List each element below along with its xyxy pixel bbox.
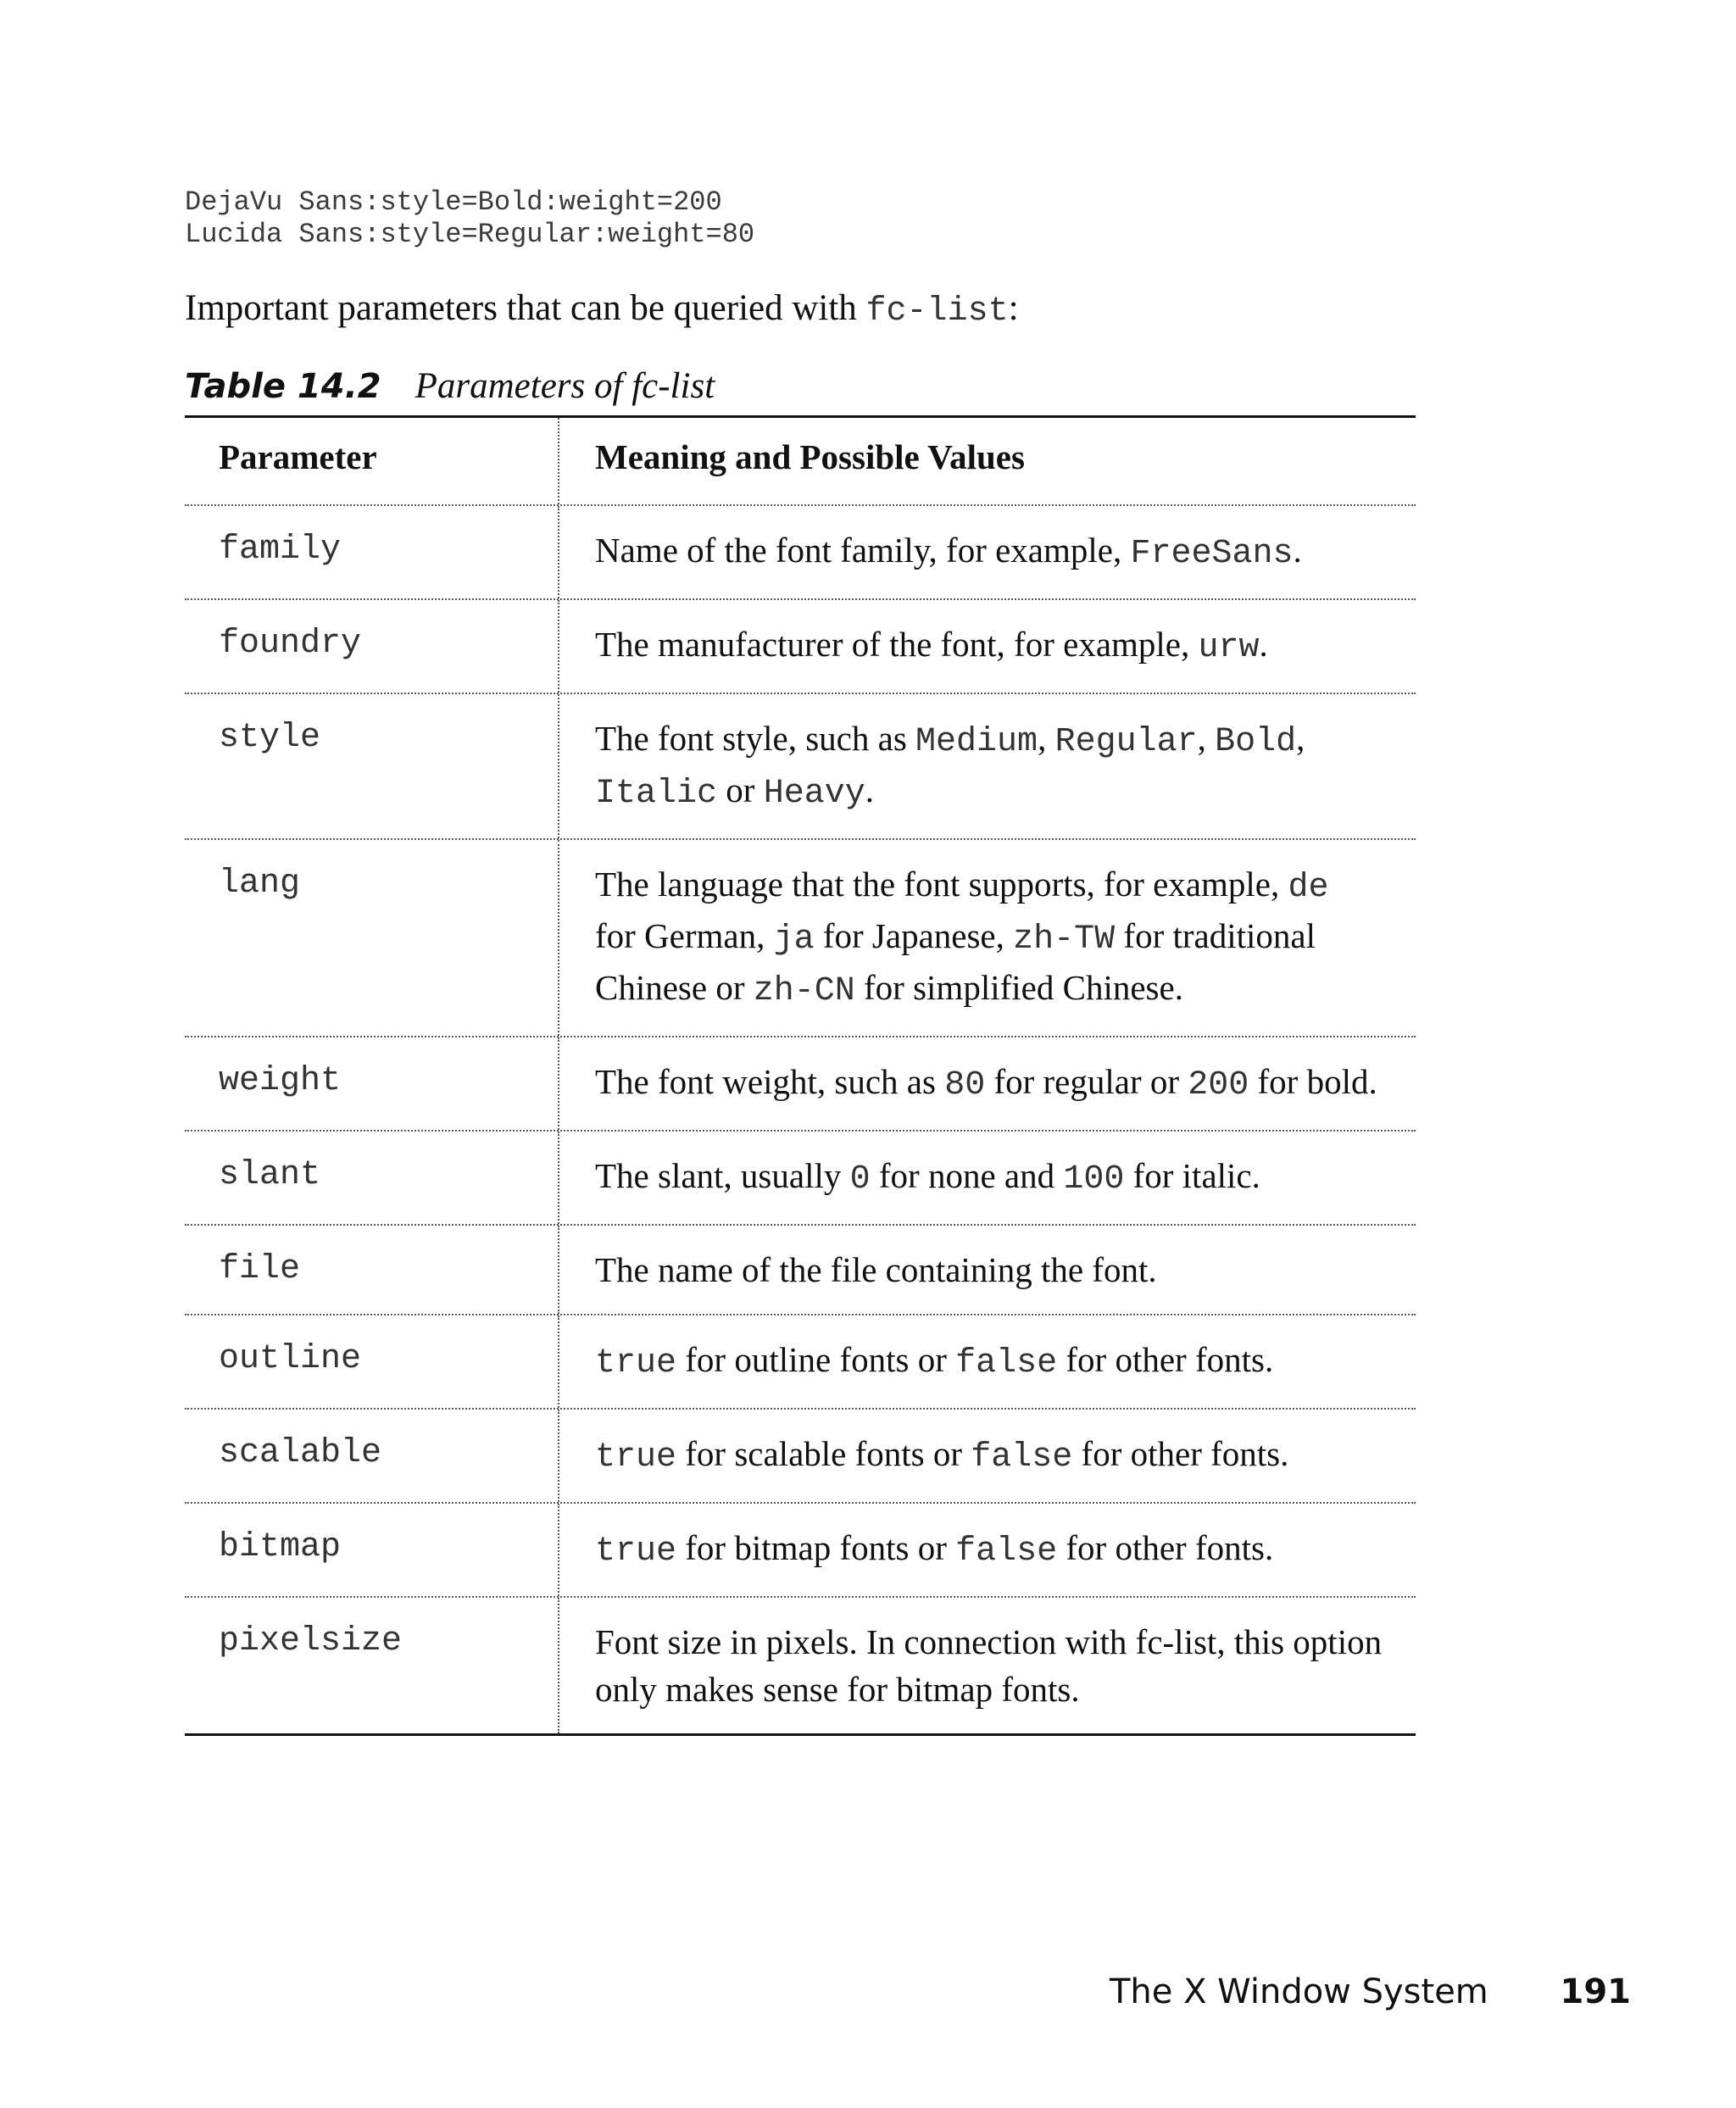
table-row bbox=[185, 506, 1416, 600]
inline-code: Bold bbox=[1215, 723, 1297, 761]
table-body bbox=[185, 506, 1416, 1733]
header-parameter: Parameter bbox=[185, 418, 559, 504]
inline-code: de bbox=[1288, 869, 1329, 907]
inline-code: Heavy bbox=[763, 775, 865, 813]
param-name: slant bbox=[185, 1132, 559, 1224]
meaning-text: for none and bbox=[870, 1156, 1064, 1195]
meaning-text: for regular or bbox=[985, 1062, 1188, 1101]
inline-code: Italic bbox=[595, 775, 718, 813]
param-meaning bbox=[559, 1037, 1416, 1130]
meaning-text: for bold. bbox=[1249, 1062, 1377, 1101]
inline-code: 80 bbox=[944, 1066, 986, 1104]
inline-code: urw bbox=[1198, 629, 1260, 667]
table-row bbox=[185, 1226, 1416, 1315]
table-row bbox=[185, 1410, 1416, 1504]
meaning-text: for italic. bbox=[1124, 1156, 1260, 1195]
page-number: 191 bbox=[1560, 1972, 1631, 2011]
page-footer bbox=[1110, 1966, 1631, 2017]
inline-code: true bbox=[595, 1438, 677, 1477]
param-name: file bbox=[185, 1226, 559, 1314]
table-title: Parameters of fc-list bbox=[415, 366, 715, 406]
table-row bbox=[185, 840, 1416, 1037]
meaning-text: The font style, such as bbox=[595, 719, 916, 758]
intro-suffix: : bbox=[1008, 288, 1019, 328]
inline-code: FreeSans bbox=[1130, 535, 1294, 573]
table-row bbox=[185, 1037, 1416, 1132]
param-meaning bbox=[559, 1226, 1416, 1314]
inline-code: true bbox=[595, 1344, 677, 1382]
table-header-row bbox=[185, 418, 1416, 506]
meaning-text: for outline fonts or bbox=[676, 1340, 956, 1379]
param-name: weight bbox=[185, 1037, 559, 1130]
param-name: scalable bbox=[185, 1410, 559, 1502]
meaning-text: , bbox=[1296, 719, 1305, 758]
meaning-text: for Japanese, bbox=[814, 916, 1014, 955]
inline-code: zh-CN bbox=[753, 972, 855, 1010]
param-meaning bbox=[559, 694, 1416, 838]
param-meaning bbox=[559, 1315, 1416, 1408]
param-meaning bbox=[559, 1410, 1416, 1502]
code-line: DejaVu Sans:style=Bold:weight=200 bbox=[185, 186, 722, 218]
param-name: outline bbox=[185, 1315, 559, 1408]
table-row bbox=[185, 694, 1416, 840]
inline-code: true bbox=[595, 1532, 677, 1571]
meaning-text: for other fonts. bbox=[1072, 1434, 1289, 1473]
meaning-text: for traditional bbox=[1115, 916, 1316, 955]
code-sample bbox=[185, 186, 754, 251]
inline-code: false bbox=[971, 1438, 1073, 1477]
table-row bbox=[185, 1315, 1416, 1410]
inline-code: 100 bbox=[1063, 1160, 1125, 1199]
meaning-text: for other fonts. bbox=[1057, 1340, 1274, 1379]
table-number: Table 14.2 bbox=[185, 367, 381, 406]
meaning-text: Name of the font family, for example, bbox=[595, 531, 1131, 570]
meaning-text: for bitmap fonts or bbox=[676, 1528, 956, 1567]
param-name: family bbox=[185, 506, 559, 598]
param-meaning bbox=[559, 1598, 1416, 1733]
code-line: Lucida Sans:style=Regular:weight=80 bbox=[185, 219, 755, 250]
meaning-text: The slant, usually bbox=[595, 1156, 850, 1195]
inline-code: false bbox=[955, 1344, 1058, 1382]
table-caption bbox=[185, 363, 715, 410]
intro-paragraph bbox=[185, 286, 1019, 334]
param-name: foundry bbox=[185, 600, 559, 692]
meaning-text: for scalable fonts or bbox=[676, 1434, 971, 1473]
table-row bbox=[185, 1132, 1416, 1226]
param-meaning bbox=[559, 1132, 1416, 1224]
inline-code: 0 bbox=[849, 1160, 871, 1199]
meaning-text: The name of the file containing the font. bbox=[595, 1250, 1157, 1289]
param-meaning bbox=[559, 840, 1416, 1036]
inline-code: false bbox=[955, 1532, 1058, 1571]
intro-code: fc-list bbox=[865, 292, 1009, 331]
table-row bbox=[185, 600, 1416, 694]
meaning-text: , bbox=[1038, 719, 1055, 758]
meaning-text: or bbox=[717, 770, 764, 809]
inline-code: ja bbox=[773, 921, 815, 959]
inline-code: Regular bbox=[1054, 723, 1198, 761]
meaning-text: for other fonts. bbox=[1057, 1528, 1274, 1567]
param-meaning bbox=[559, 506, 1416, 598]
meaning-text: Font size in pixels. In connection with fc-list, this option bbox=[595, 1622, 1383, 1661]
intro-text: Important parameters that can be queried with bbox=[185, 288, 866, 328]
meaning-text: , bbox=[1197, 719, 1216, 758]
chapter-title: The X Window System bbox=[1109, 1972, 1488, 2011]
meaning-text: The language that the font supports, for example, bbox=[595, 865, 1288, 904]
param-name: pixelsize bbox=[185, 1598, 559, 1733]
table-row bbox=[185, 1504, 1416, 1598]
meaning-text: Chinese or bbox=[595, 968, 754, 1007]
param-name: bitmap bbox=[185, 1504, 559, 1596]
param-name: lang bbox=[185, 840, 559, 1036]
param-meaning bbox=[559, 1504, 1416, 1596]
inline-code: zh-TW bbox=[1013, 921, 1116, 959]
header-meaning: Meaning and Possible Values bbox=[595, 437, 1025, 476]
inline-code: 200 bbox=[1188, 1066, 1249, 1104]
meaning-text: The font weight, such as bbox=[595, 1062, 945, 1101]
meaning-text: . bbox=[1293, 531, 1302, 570]
meaning-text: The manufacturer of the font, for example, bbox=[595, 625, 1199, 664]
meaning-text: for simplified Chinese. bbox=[854, 968, 1183, 1007]
inline-code: Medium bbox=[915, 723, 1038, 761]
meaning-text: . bbox=[1259, 625, 1268, 664]
param-meaning bbox=[559, 600, 1416, 692]
param-name: style bbox=[185, 694, 559, 838]
meaning-text: only makes sense for bitmap fonts. bbox=[595, 1670, 1080, 1709]
meaning-text: for German, bbox=[595, 916, 774, 955]
table-row bbox=[185, 1598, 1416, 1733]
parameters-table bbox=[185, 415, 1416, 1736]
meaning-text: . bbox=[865, 770, 874, 809]
